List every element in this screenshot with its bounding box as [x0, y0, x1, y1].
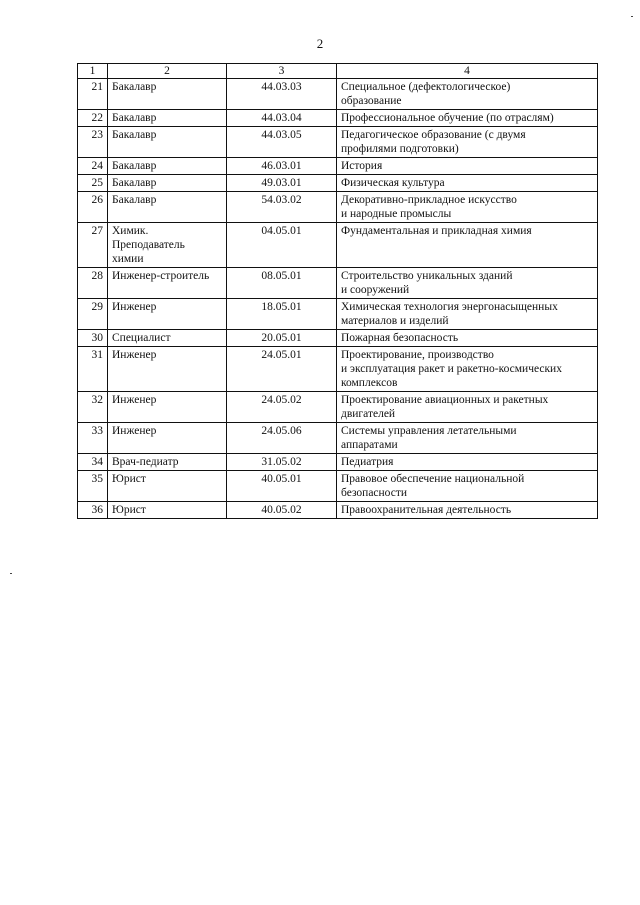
- specialty-name-cell: Пожарная безопасность: [337, 330, 598, 347]
- row-number: 35: [78, 471, 108, 502]
- specialty-code-cell: 46.03.01: [227, 158, 337, 175]
- specialty-code-cell: 24.05.06: [227, 423, 337, 454]
- specialty-code-cell: 40.05.01: [227, 471, 337, 502]
- scan-speck: [10, 573, 12, 574]
- specialty-code-cell: 24.05.01: [227, 347, 337, 392]
- specialty-name-cell: Проектирование, производство и эксплуатация ракет и ракетно-космических комплексов: [337, 347, 598, 392]
- row-number: 28: [78, 268, 108, 299]
- row-number: 23: [78, 127, 108, 158]
- qualification-cell: Инженер: [108, 299, 227, 330]
- table-row: [78, 471, 598, 502]
- specialty-code-cell: 20.05.01: [227, 330, 337, 347]
- table-row: [78, 347, 598, 392]
- table-row: [78, 158, 598, 175]
- specialty-code-cell: 44.03.03: [227, 79, 337, 110]
- row-number: 27: [78, 223, 108, 268]
- row-number: 31: [78, 347, 108, 392]
- specialty-name-cell: Правоохранительная деятельность: [337, 502, 598, 519]
- table-row: [78, 330, 598, 347]
- table-row: [78, 454, 598, 471]
- table-header-row: [78, 64, 598, 79]
- row-number: 21: [78, 79, 108, 110]
- qualification-cell: Инженер: [108, 392, 227, 423]
- specialty-name-cell: Педагогическое образование (с двумя профилями подготовки): [337, 127, 598, 158]
- header-col-1: 1: [78, 64, 108, 79]
- specialty-name-cell: Педиатрия: [337, 454, 598, 471]
- specialty-name-cell: Правовое обеспечение национальной безопасности: [337, 471, 598, 502]
- specialty-code-cell: 49.03.01: [227, 175, 337, 192]
- specialty-name-cell: Профессиональное обучение (по отраслям): [337, 110, 598, 127]
- table-row: [78, 223, 598, 268]
- scan-speck: [631, 16, 633, 17]
- row-number: 29: [78, 299, 108, 330]
- qualification-cell: Бакалавр: [108, 110, 227, 127]
- table-row: [78, 299, 598, 330]
- qualification-cell: Юрист: [108, 471, 227, 502]
- specialty-name-cell: Химическая технология энергонасыщенных материалов и изделий: [337, 299, 598, 330]
- row-number: 33: [78, 423, 108, 454]
- row-number: 32: [78, 392, 108, 423]
- table-row: [78, 175, 598, 192]
- row-number: 24: [78, 158, 108, 175]
- qualification-cell: Бакалавр: [108, 79, 227, 110]
- table-row: [78, 392, 598, 423]
- specialty-code-cell: 18.05.01: [227, 299, 337, 330]
- specialty-name-cell: Системы управления летательными аппаратами: [337, 423, 598, 454]
- row-number: 36: [78, 502, 108, 519]
- specialties-table: [77, 63, 598, 519]
- specialty-code-cell: 04.05.01: [227, 223, 337, 268]
- table-row: [78, 423, 598, 454]
- specialty-name-cell: Фундаментальная и прикладная химия: [337, 223, 598, 268]
- qualification-cell: Специалист: [108, 330, 227, 347]
- specialty-name-cell: Декоративно-прикладное искусство и народные промыслы: [337, 192, 598, 223]
- table-row: [78, 127, 598, 158]
- specialty-code-cell: 31.05.02: [227, 454, 337, 471]
- qualification-cell: Химик. Преподаватель химии: [108, 223, 227, 268]
- specialty-name-cell: Проектирование авиационных и ракетных двигателей: [337, 392, 598, 423]
- header-col-2: 2: [108, 64, 227, 79]
- qualification-cell: Инженер: [108, 423, 227, 454]
- row-number: 30: [78, 330, 108, 347]
- table-body: [78, 79, 598, 519]
- header-col-4: 4: [337, 64, 598, 79]
- qualification-cell: Бакалавр: [108, 158, 227, 175]
- row-number: 25: [78, 175, 108, 192]
- specialty-code-cell: 44.03.05: [227, 127, 337, 158]
- qualification-cell: Бакалавр: [108, 192, 227, 223]
- qualification-cell: Юрист: [108, 502, 227, 519]
- qualification-cell: Бакалавр: [108, 175, 227, 192]
- table-row: [78, 192, 598, 223]
- page-number: 2: [316, 36, 324, 51]
- specialty-code-cell: 40.05.02: [227, 502, 337, 519]
- specialty-code-cell: 24.05.02: [227, 392, 337, 423]
- specialty-code-cell: 44.03.04: [227, 110, 337, 127]
- specialty-code-cell: 08.05.01: [227, 268, 337, 299]
- specialty-name-cell: Физическая культура: [337, 175, 598, 192]
- row-number: 22: [78, 110, 108, 127]
- qualification-cell: Врач-педиатр: [108, 454, 227, 471]
- specialty-name-cell: Специальное (дефектологическое) образование: [337, 79, 598, 110]
- qualification-cell: Инженер: [108, 347, 227, 392]
- qualification-cell: Бакалавр: [108, 127, 227, 158]
- specialty-name-cell: Строительство уникальных зданий и сооружений: [337, 268, 598, 299]
- row-number: 34: [78, 454, 108, 471]
- specialty-code-cell: 54.03.02: [227, 192, 337, 223]
- specialty-name-cell: История: [337, 158, 598, 175]
- header-col-3: 3: [227, 64, 337, 79]
- table-row: [78, 79, 598, 110]
- row-number: 26: [78, 192, 108, 223]
- qualification-cell: Инженер-строитель: [108, 268, 227, 299]
- table-row: [78, 502, 598, 519]
- table-row: [78, 110, 598, 127]
- table-row: [78, 268, 598, 299]
